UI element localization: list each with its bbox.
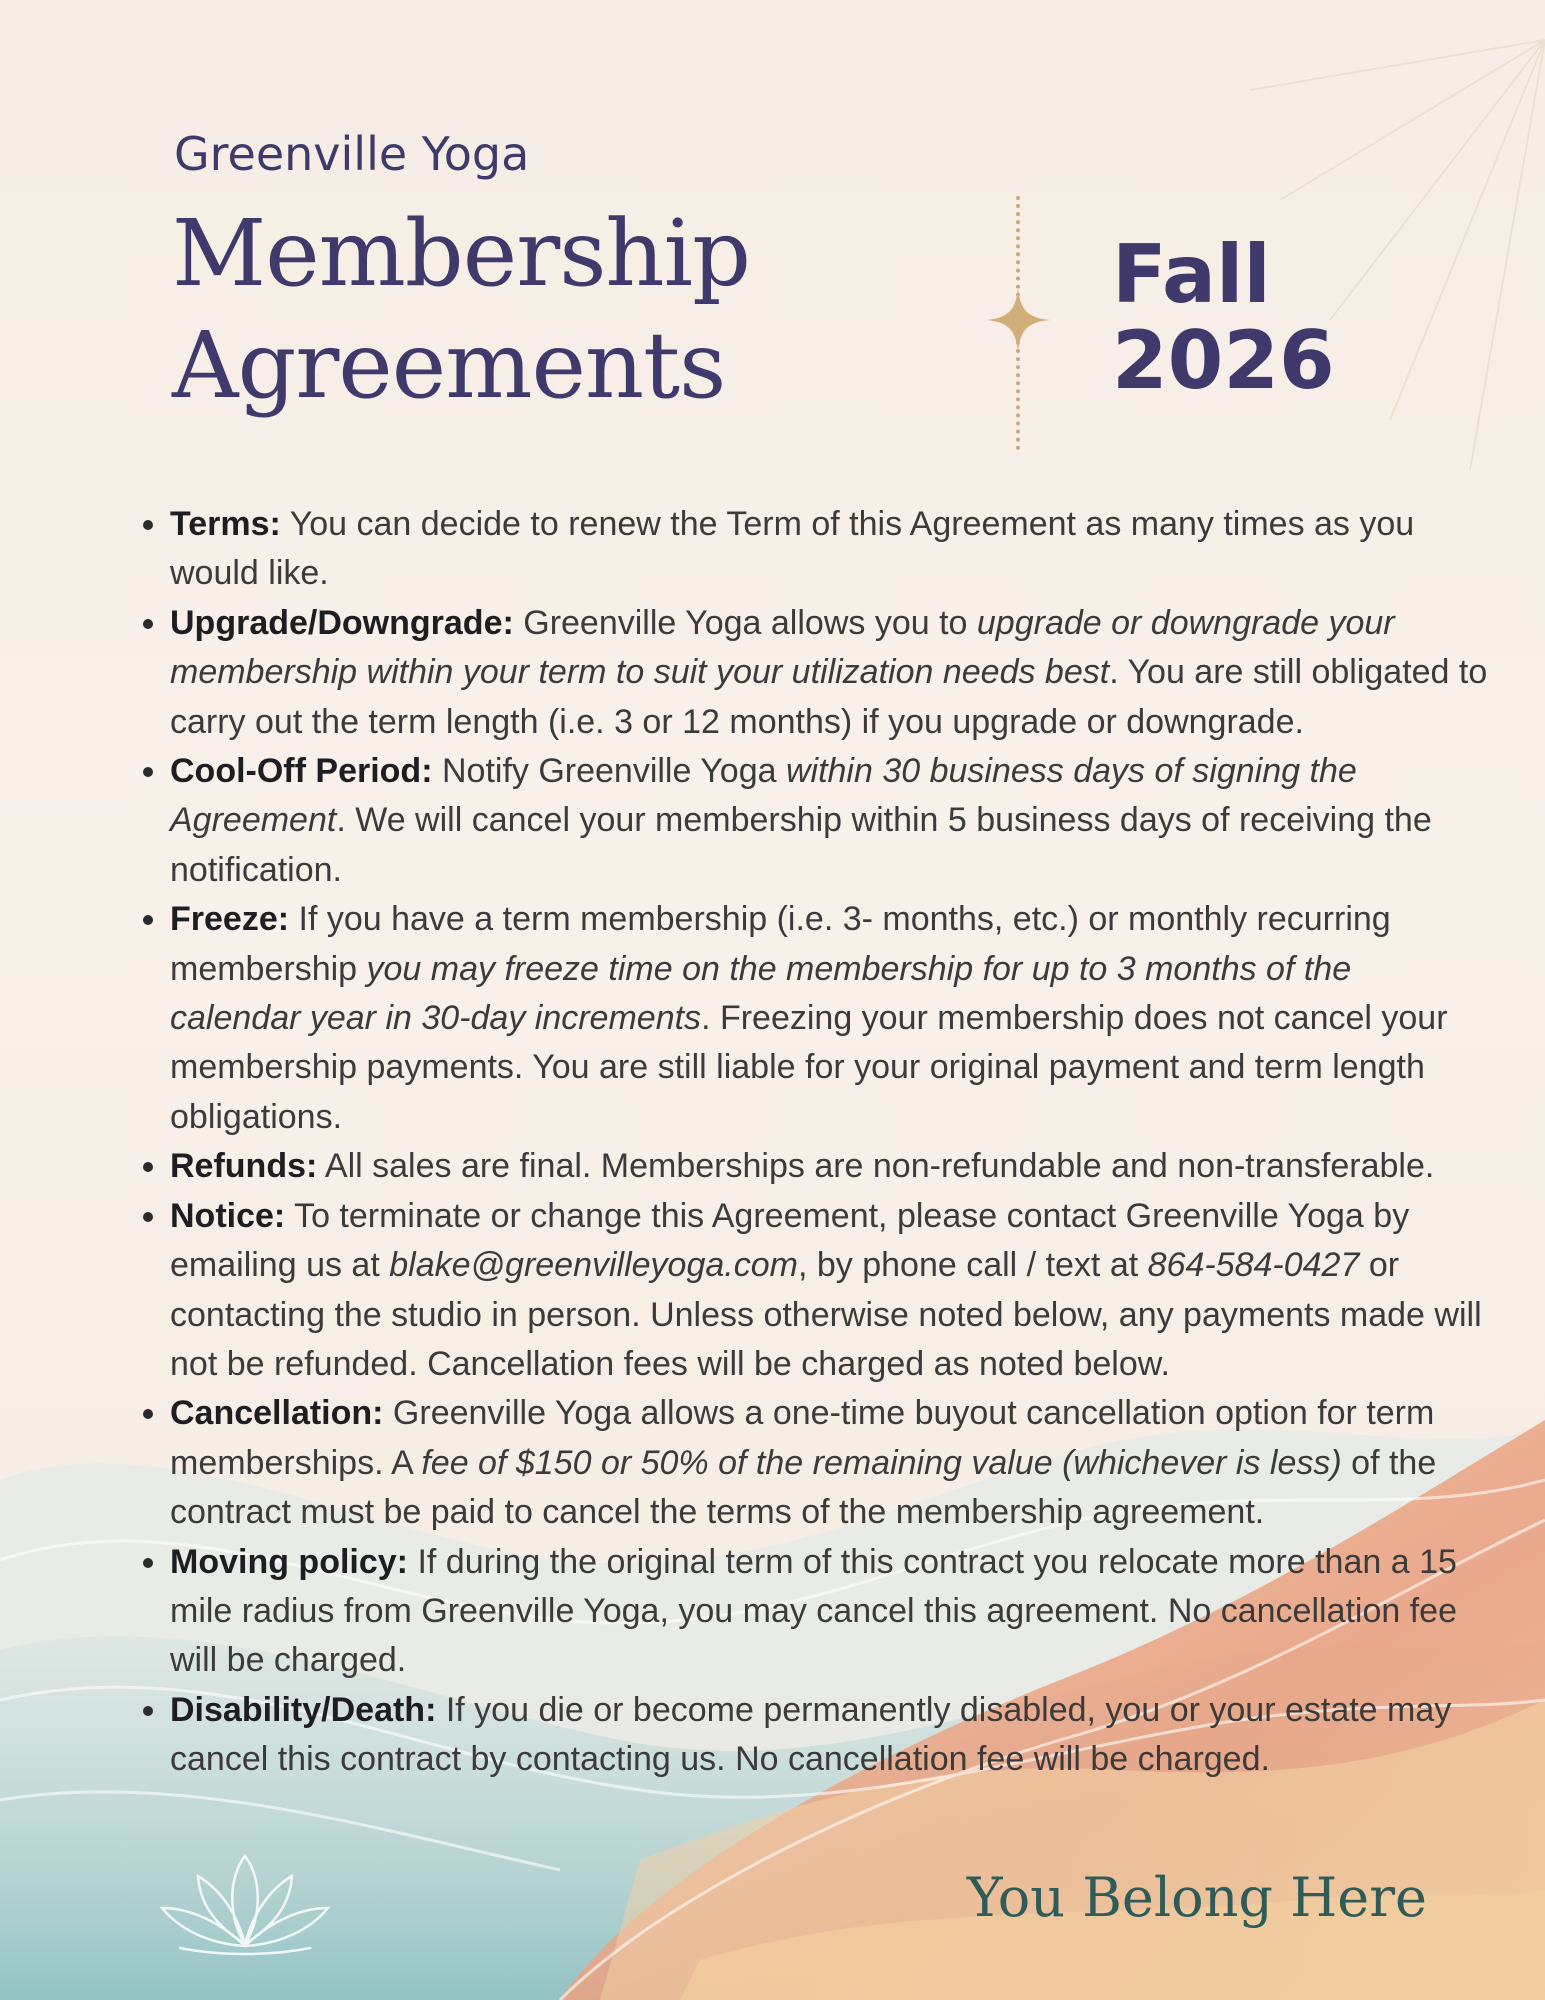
term-text: . We will cancel your membership within 5 business days of receiving the notification. xyxy=(170,801,1432,889)
title-line-1: Membership xyxy=(172,200,750,307)
term-text: . You are still obligated to carry out the term length (i.e. 3 or 12 months) if you upgrade or downgrade. xyxy=(170,653,1488,741)
term-label: Notice: xyxy=(170,1196,286,1235)
term-label: Moving policy: xyxy=(170,1542,408,1581)
lotus-icon xyxy=(150,1848,340,1958)
term-label: Cancellation: xyxy=(170,1394,384,1433)
term-emphasis: blake@greenvilleyoga.com xyxy=(389,1246,798,1285)
term-text: You can decide to renew the Term of this Agreement as many times as you would like. xyxy=(170,505,1415,593)
tagline: You Belong Here xyxy=(966,1866,1427,1929)
term-emphasis: within 30 business days of signing the Agreement xyxy=(170,752,1357,840)
term-label: Freeze: xyxy=(170,900,290,939)
term-text: or contacting the studio in person. Unless otherwise noted below, any payments made will not be refunded. Cancellation fees will be charged as noted below. xyxy=(170,1246,1482,1383)
term-text: Notify Greenville Yoga xyxy=(432,752,786,791)
terms-list xyxy=(128,500,1490,1785)
organization-name: Greenville Yoga xyxy=(174,127,530,181)
term-item xyxy=(170,500,1490,599)
term-text: If you die or become permanently disabled, you or your estate may cancel this contract by contacting us. No cancellation fee will be charged. xyxy=(170,1690,1452,1779)
term-item xyxy=(170,1538,1490,1686)
season-label xyxy=(1112,228,1335,407)
page-title xyxy=(172,198,892,422)
term-item xyxy=(170,599,1490,747)
term-text: If you have a term membership (i.e. 3- months, etc.) or monthly recurring membership xyxy=(170,900,1391,988)
term-emphasis: upgrade or downgrade your membership within your term to suit your utilization needs best xyxy=(170,603,1395,692)
term-text: , by phone call / text at xyxy=(797,1246,1148,1285)
season-name: Fall xyxy=(1112,228,1271,321)
term-emphasis: 864-584-0427 xyxy=(1147,1246,1360,1285)
term-label: Terms: xyxy=(170,505,281,543)
term-label: Upgrade/Downgrade: xyxy=(170,603,514,642)
term-text: If during the original term of this contract you relocate more than a 15 mile radius from Greenville Yoga, you may cancel this agreement. No cancellation fee will be charged. xyxy=(170,1542,1458,1680)
term-text: Greenville Yoga allows you to xyxy=(513,603,977,642)
sparkle-star-icon xyxy=(986,288,1050,352)
season-year: 2026 xyxy=(1112,314,1335,407)
term-emphasis: fee of $150 or 50% of the remaining value (whichever is less) xyxy=(421,1443,1342,1482)
term-text: All sales are final. Memberships are non-refundable and non-transferable. xyxy=(317,1147,1435,1186)
term-item xyxy=(170,1389,1490,1537)
term-item xyxy=(170,1686,1490,1785)
term-text: To terminate or change this Agreement, please contact Greenville Yoga by emailing us at xyxy=(170,1196,1410,1285)
term-label: Cool-Off Period: xyxy=(170,752,433,791)
term-label: Refunds: xyxy=(170,1147,318,1186)
term-item xyxy=(170,1142,1490,1191)
term-label: Disability/Death: xyxy=(170,1690,437,1729)
term-text: of the contract must be paid to cancel the terms of the membership agreement. xyxy=(170,1443,1437,1532)
term-text: Greenville Yoga allows a one-time buyout cancellation option for term memberships. A xyxy=(170,1394,1435,1482)
term-emphasis: you may freeze time on the membership for up to 3 months of the calendar year in 30-day increments xyxy=(170,949,1352,1038)
title-line-2: Agreements xyxy=(172,312,726,419)
term-item xyxy=(170,895,1490,1142)
term-item xyxy=(170,1192,1490,1390)
term-text: . Freezing your membership does not cancel your membership payments. You are still liable for your original payment and term length obligations. xyxy=(170,999,1448,1136)
term-item xyxy=(170,747,1490,895)
